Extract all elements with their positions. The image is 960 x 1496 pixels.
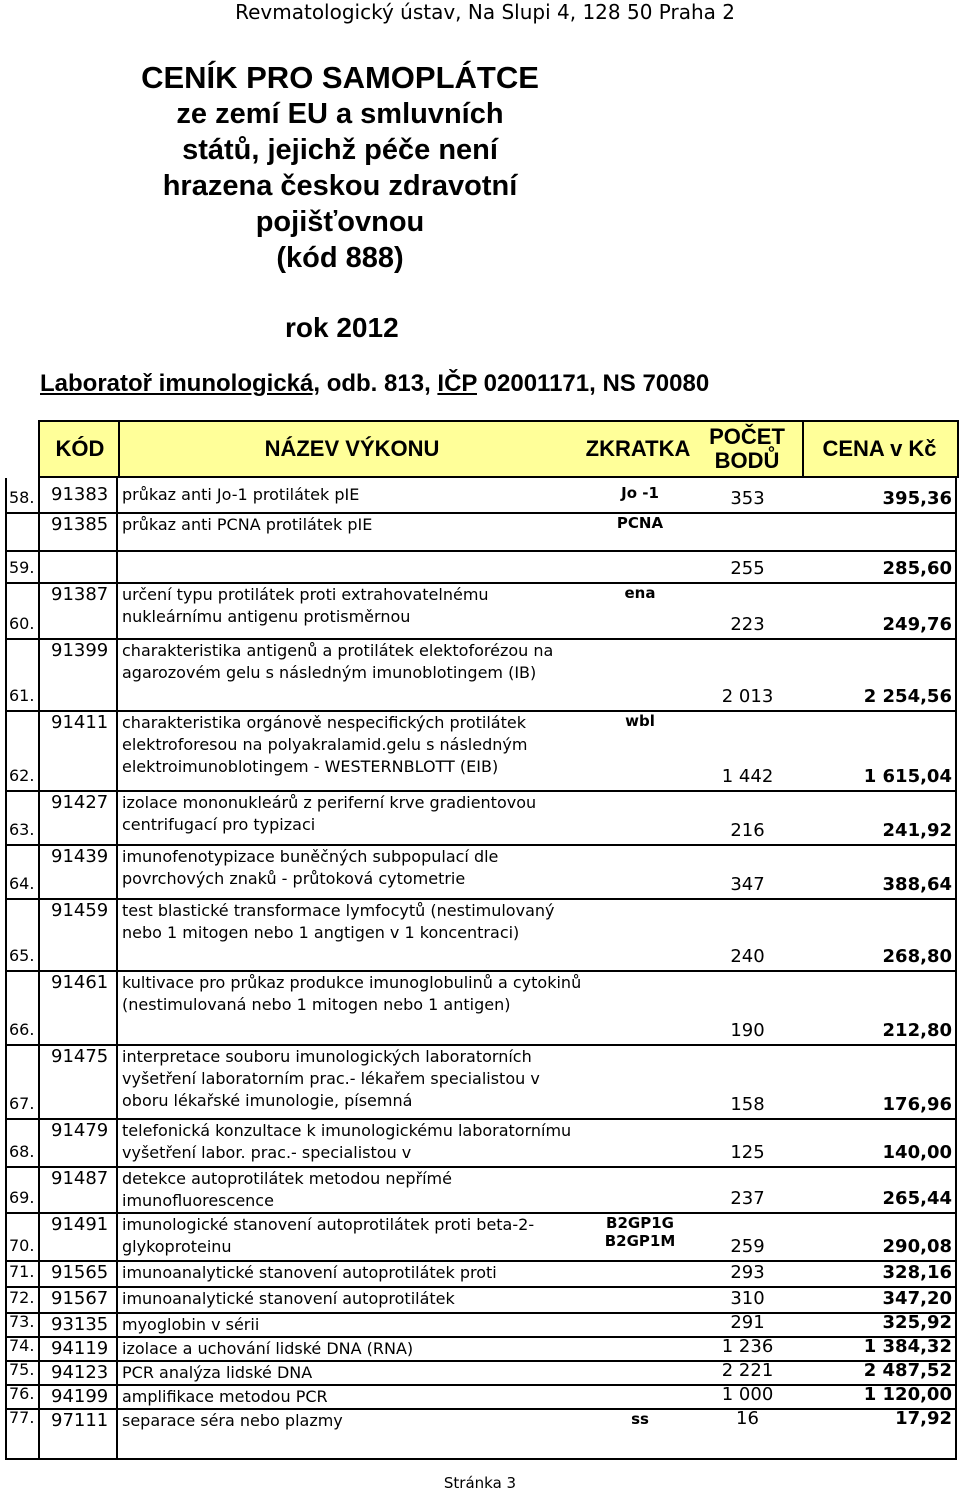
table-row <box>5 1286 957 1312</box>
row-name: telefonická konzultace k imunologickému laboratornímu vyšetření labor. prac.- specialistou v <box>122 1121 572 1162</box>
row-points: 237 <box>730 1188 765 1209</box>
row-points: 291 <box>730 1312 765 1333</box>
title-line-4: hrazena českou zdravotní <box>162 170 518 202</box>
row-price: 268,80 <box>882 946 952 967</box>
row-price: 249,76 <box>882 614 952 635</box>
row-points: 255 <box>730 558 765 579</box>
table-row <box>5 482 957 512</box>
row-name: imunoanalytické stanovení autoprotilátek proti <box>122 1263 497 1282</box>
row-code: 94119 <box>51 1338 109 1359</box>
row-number: 71. <box>9 1262 35 1281</box>
row-name: detekce autoprotilátek metodou nepřímé imunofluorescence <box>122 1169 452 1210</box>
row-points: 2 221 <box>721 1360 774 1381</box>
lab-icp: 02001171, <box>483 370 596 397</box>
row-abbr: B2GP1G B2GP1M <box>604 1214 676 1250</box>
row-code: 91475 <box>51 1046 109 1067</box>
table-row <box>5 1212 957 1260</box>
row-number: 64. <box>9 874 35 893</box>
row-number: 76. <box>9 1384 35 1403</box>
row-number: 77. <box>9 1408 35 1427</box>
row-price: 328,16 <box>882 1262 952 1283</box>
row-name: interpretace souboru imunologických laboratorních vyšetření laboratorním prac.- lékařem specialistou v oboru lékařské imunologie, písemná <box>122 1047 540 1110</box>
lab-name: Laboratoř imunologická, <box>40 370 321 397</box>
header-divider <box>118 422 120 476</box>
header-name: NÁZEV VÝKONU <box>264 436 440 461</box>
title-line-2: ze zemí EU a smluvních <box>176 98 504 130</box>
row-points: 190 <box>730 1020 765 1041</box>
row-abbr: wbl <box>625 712 655 730</box>
row-price: 241,92 <box>882 820 952 841</box>
row-number: 68. <box>9 1142 35 1161</box>
row-code: 91411 <box>51 712 109 733</box>
row-name: určení typu protilátek proti extrahovatelnému nukleárnímu antigenu protisměrnou <box>122 585 489 626</box>
row-number: 62. <box>9 766 35 785</box>
table-row <box>5 1044 957 1118</box>
table-header <box>38 420 959 478</box>
row-code: 91427 <box>51 792 109 813</box>
lab-info <box>40 370 709 398</box>
row-name: imunofenotypizace buněčných subpopulací dle povrchových znaků - průtoková cytometrie <box>122 847 499 888</box>
row-points: 2 013 <box>721 686 774 707</box>
row-points: 347 <box>730 874 765 895</box>
row-points: 216 <box>730 820 765 841</box>
header-points: POČET BODŮ <box>709 424 785 473</box>
row-code: 91387 <box>51 584 109 605</box>
header-abbr: ZKRATKA <box>585 436 691 461</box>
row-number: 61. <box>9 686 35 705</box>
header-divider <box>802 422 804 476</box>
row-number: 59. <box>9 558 35 577</box>
row-price: 388,64 <box>882 874 952 895</box>
row-number: 70. <box>9 1236 35 1255</box>
row-points: 223 <box>730 614 765 635</box>
row-number: 73. <box>9 1312 35 1331</box>
row-name: průkaz anti PCNA protilátek pIE <box>122 515 373 534</box>
row-price: 140,00 <box>882 1142 952 1163</box>
row-name: charakteristika orgánově nespecifických protilátek elektroforesou na polyakralamid.gelu s následným elektroimunoblotingem - WESTERNBLOTT (EIB) <box>122 713 528 776</box>
row-name: imunologické stanovení autoprotilátek proti beta-2- glykoproteinu <box>122 1215 535 1256</box>
table-row <box>5 1360 957 1384</box>
table-row <box>5 1408 957 1432</box>
row-name: imunoanalytické stanovení autoprotilátek <box>122 1289 455 1308</box>
lab-ns: NS 70080 <box>602 370 710 397</box>
row-abbr: ss <box>631 1410 649 1428</box>
row-price: 1 384,32 <box>863 1336 952 1357</box>
row-price: 285,60 <box>882 558 952 579</box>
price-table <box>5 420 957 1460</box>
table-row <box>5 582 957 638</box>
title-line-1: CENÍK PRO SAMOPLÁTCE <box>141 60 539 95</box>
row-name: separace séra nebo plazmy <box>122 1411 343 1430</box>
row-points: 1 000 <box>721 1384 774 1405</box>
row-price: 1 120,00 <box>863 1384 952 1405</box>
institution-header: Revmatologický ústav, Na Slupi 4, 128 50 Praha 2 <box>235 0 735 24</box>
row-number: 66. <box>9 1020 35 1039</box>
row-code: 91565 <box>51 1262 109 1283</box>
row-name: izolace a uchování lidské DNA (RNA) <box>122 1339 414 1358</box>
row-code: 93135 <box>51 1314 109 1335</box>
row-code: 91461 <box>51 972 109 993</box>
row-price: 395,36 <box>882 488 952 509</box>
row-code: 91487 <box>51 1168 109 1189</box>
row-points: 16 <box>736 1408 759 1429</box>
lab-icp-label: IČP <box>437 370 477 397</box>
table-row <box>5 550 957 582</box>
table-row <box>5 970 957 1044</box>
row-code: 91491 <box>51 1214 109 1235</box>
row-code: 97111 <box>51 1410 109 1431</box>
row-code: 91567 <box>51 1288 109 1309</box>
row-points: 125 <box>730 1142 765 1163</box>
row-number: 60. <box>9 614 35 633</box>
page-footer: Stránka 3 <box>443 1474 517 1492</box>
title-line-5: pojišťovnou <box>255 206 425 238</box>
row-number: 63. <box>9 820 35 839</box>
row-price: 176,96 <box>882 1094 952 1115</box>
table-row <box>5 1118 957 1166</box>
year-label: rok 2012 <box>285 312 399 343</box>
row-price: 325,92 <box>882 1312 952 1333</box>
row-points: 158 <box>730 1094 765 1115</box>
row-name: charakteristika antigenů a protilátek elektoforézou na agarozovém gelu s následným imunoblotingem (IB) <box>122 641 554 682</box>
row-name: průkaz anti Jo-1 protilátek pIE <box>122 485 360 504</box>
row-code: 94123 <box>51 1362 109 1383</box>
row-code: 91479 <box>51 1120 109 1141</box>
row-code: 91383 <box>51 484 109 505</box>
row-abbr: PCNA <box>616 514 664 532</box>
row-name: kultivace pro průkaz produkce imunoglobulinů a cytokinů (nestimulovaná nebo 1 mitogen nebo 1 antigen) <box>122 973 582 1014</box>
row-name: test blastické transformace lymfocytů (nestimulovaný nebo 1 mitogen nebo 1 angtigen v 1 koncentraci) <box>122 901 555 942</box>
row-price: 347,20 <box>882 1288 952 1309</box>
row-code: 91439 <box>51 846 109 867</box>
row-name: amplifikace metodou PCR <box>122 1387 328 1406</box>
row-price: 2 254,56 <box>863 686 952 707</box>
row-price: 17,92 <box>895 1408 952 1429</box>
table-row <box>5 1336 957 1360</box>
table-row <box>5 1384 957 1408</box>
row-price: 265,44 <box>882 1188 952 1209</box>
table-row <box>5 844 957 898</box>
row-price: 1 615,04 <box>863 766 952 787</box>
document-title <box>130 60 550 276</box>
row-points: 1 236 <box>721 1336 774 1357</box>
row-abbr: ena <box>624 584 656 602</box>
title-line-6: (kód 888) <box>276 242 404 274</box>
row-price: 2 487,52 <box>863 1360 952 1381</box>
row-number: 74. <box>9 1336 35 1355</box>
row-points: 240 <box>730 946 765 967</box>
row-points: 1 442 <box>721 766 774 787</box>
row-price: 212,80 <box>882 1020 952 1041</box>
table-row <box>5 1260 957 1286</box>
table-row <box>5 1312 957 1336</box>
row-number: 75. <box>9 1360 35 1379</box>
table-row <box>5 512 957 550</box>
row-number: 69. <box>9 1188 35 1207</box>
table-row <box>5 710 957 790</box>
row-name: myoglobin v sérii <box>122 1315 260 1334</box>
row-number: 58. <box>9 488 35 507</box>
row-number: 67. <box>9 1094 35 1113</box>
row-number: 65. <box>9 946 35 965</box>
table-row <box>5 790 957 844</box>
row-code: 91459 <box>51 900 109 921</box>
lab-odb: odb. 813, <box>326 370 431 397</box>
row-name: izolace mononukleárů z periferní krve gradientovou centrifugací pro typizaci <box>122 793 537 834</box>
row-points: 353 <box>730 488 765 509</box>
row-code: 94199 <box>51 1386 109 1407</box>
table-row <box>5 638 957 710</box>
title-line-3: států, jejichž péče není <box>182 134 498 166</box>
table-row <box>5 898 957 970</box>
row-price: 290,08 <box>882 1236 952 1257</box>
row-name: PCR analýza lidské DNA <box>122 1363 313 1382</box>
row-abbr: Jo -1 <box>621 484 659 502</box>
header-code: KÓD <box>55 436 105 461</box>
header-price: CENA v Kč <box>822 436 937 461</box>
row-points: 310 <box>730 1288 765 1309</box>
row-code: 91399 <box>51 640 109 661</box>
row-points: 259 <box>730 1236 765 1257</box>
row-number: 72. <box>9 1288 35 1307</box>
row-points: 293 <box>730 1262 765 1283</box>
row-code: 91385 <box>51 514 109 535</box>
table-row <box>5 1166 957 1212</box>
